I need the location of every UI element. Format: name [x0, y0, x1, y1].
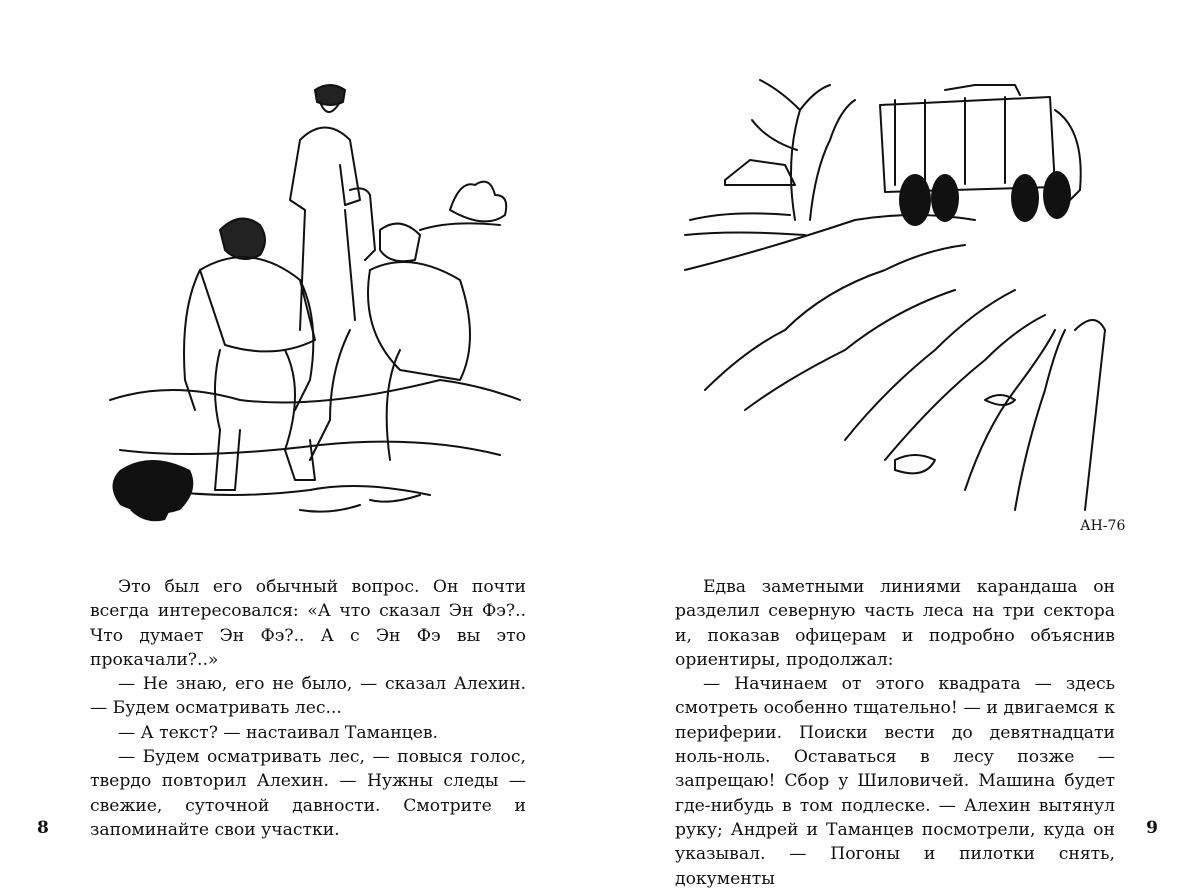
illustration-soldiers-at-stream — [100, 70, 530, 540]
paragraph: Едва заметными линиями карандаша он разделил северную часть леса на три сектора и, показав офицерам и подробно объяснив ориентиры, продолжал: — [675, 577, 1115, 670]
page-number: 9 — [1146, 818, 1158, 838]
paragraph: — Начинаем от этого квадрата — здесь смотреть особенно тщательно! — и двигаемся к периферии. Поиски вести до девятнадцати ноль-ноль. Оставаться в лесу позже — запрещаю! Сбор у Шиловичей. Машина будет где-нибудь в том подлеске. — Алехин вытянул руку; Андрей и Таманцев посмотрели, куда он указывал. — Погоны и пилотки снять, документы — [675, 674, 1115, 889]
paragraph: — Будем осматривать лес, — повыся голос, твердо повторил Алехин. — Нужны следы — свежие, суточной давности. Смотрите и запоминайте свои участки. — [90, 747, 526, 840]
paragraph: — А текст? — настаивал Таманцев. — [118, 722, 439, 743]
left-page — [0, 0, 600, 877]
page-number: 8 — [37, 818, 49, 838]
paragraph: — Не знаю, его не было, — сказал Алехин. — Будем осматривать лес... — [90, 674, 526, 719]
paragraph: Это был его обычный вопрос. Он почти всегда интересовался: «А что сказал Эн Фэ?.. Что думает Эн Фэ?.. А с Эн Фэ вы это прокачали?..» — [90, 577, 526, 670]
illustration-truck-on-road — [685, 70, 1126, 540]
right-page-text — [675, 575, 1115, 891]
right-page — [600, 0, 1200, 889]
left-page-text — [90, 575, 526, 842]
artist-signature: АН-76 — [1080, 518, 1126, 534]
